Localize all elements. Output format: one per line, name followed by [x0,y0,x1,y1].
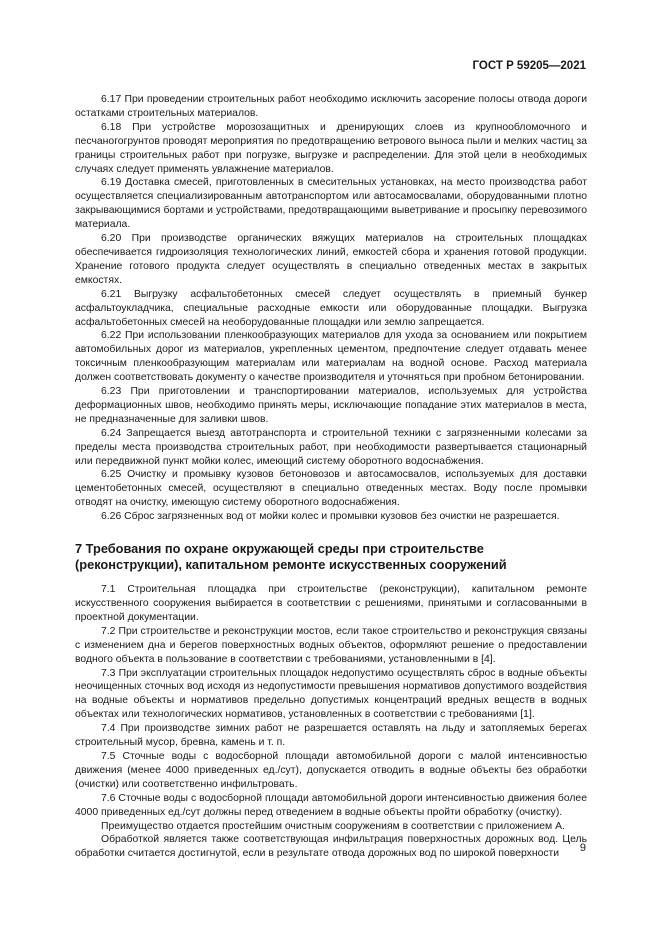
paragraph-treatment: Обработкой является также соответствующая инфильтрация поверхностных дорожных вод. Цель обработки считается достигнутой, если в результате отвода дорожных вод по широкой поверхности [75,834,587,860]
paragraph-6-17: 6.17 При проведении строительных работ необходимо исключить засорение полосы отвода дороги остатками строительных материалов. [75,94,587,119]
paragraph-6-26: 6.26 Сброс загрязненных вод от мойки колес и промывки кузовов без очистки не разрешается. [101,511,560,523]
document-code: ГОСТ Р 59205—2021 [472,60,586,72]
paragraph-7-1: 7.1 Строительная площадка при строительстве (реконструкции), капитальном ремонте искусственного сооружения выбирается в соответствии с решениями, принятыми и согласованными в проектной документации. [75,584,587,623]
page-number: 9 [579,842,586,854]
paragraph-6-24: 6.24 Запрещается выезд автотранспорта и строительной техники с загрязненными колесами за пределы места производства строительных работ, при необходимости развертывается стационарный или передвижной пункт мойки колес, имеющий систему оборотного водоснабжения. [75,427,587,467]
section-heading-line1: 7 Требования по охране окружающей среды при строительстве [75,541,484,557]
paragraph-preference: Преимущество отдается простейшим очистным сооружениям в соответствии с приложением А. [101,820,565,832]
paragraph-6-25: 6.25 Очистку и промывку кузовов бетоновозов и автосамосвалов, используемых для доставки цементобетонных смесей, осуществляют в специально отведенных местах. Воду после промывки отводят на очистку, имеющую систему оборотного водоснабжения. [75,469,587,509]
paragraph-7-5: 7.5 Сточные воды с водосборной площади автомобильной дороги с малой интенсивностью движения (менее 4000 приведенных ед./сут), допускается отводить в водные объекты без обработки (очистки) или соответственно инфильтровать. [75,750,587,790]
paragraph-7-6: 7.6 Сточные воды с водосборной площади автомобильной дороги интенсивностью движения более 4000 приведенных ед./сут должны перед отведением в водные объекты пройти обработку (очистку). [75,792,587,818]
page-content [75,93,587,861]
paragraph-7-2: 7.2 При строительстве и реконструкции мостов, если такое строительство и реконструкция связаны с изменением дна и берегов поверхностных водных объектов, оформляют решение о предоставлении водного объекта в пользование в соответствии с требованиями, установленными в [4]. [75,625,587,665]
paragraph-6-23: 6.23 При приготовлении и транспортировании материалов, используемых для устройства деформационных швов, необходимо принять меры, исключающие попадание этих материалов в места, не предназначенные для заливки швов. [75,386,587,425]
paragraph-6-22: 6.22 При использовании пленкообразующих материалов для ухода за основанием или покрытием автомобильных дорог из материалов, укрепленных цементом, предпочтение следует отдавать менее токсичным пленкообразующим материалам или материалам на водной основе. Расход материала должен соответствовать документу о качестве производителя и уточняться при пробном бетонировании. [75,330,587,384]
paragraph-7-3: 7.3 При эксплуатации строительных площадок недопустимо осуществлять сброс в водные объекты неочищенных сточных вод исходя из недопустимости превышения нормативов допустимого воздействия на водные объекты и нормативов предельно допустимых концентраций вредных веществ в водных объектах или технологических нормативов, установленных в соответствии с требованиями [1]. [75,667,587,721]
paragraph-6-18: 6.18 При устройстве морозозащитных и дренирующих слоев из крупнообломочного и песчаногогрунтов проводят мероприятия по предотвращению ветрового выноса пыли и мелких частиц за границы строительных работ при погрузке, выгрузке и распределении. Для этой цели в необходимых случаях следует применять увлажнение материалов. [75,121,587,175]
section-heading [75,541,587,573]
section-heading-line2: (реконструкции), капитальном ремонте искусственных сооружений [75,557,507,573]
paragraph-6-20: 6.20 При производстве органических вяжущих материалов на строительных площадках обеспечивается гидроизоляция технологических линий, емкостей сбора и хранения готовой продукции. Хранение готового продукта следует осуществлять в специально отведенных местах в закрытых емкостях. [75,233,587,286]
paragraph-6-19: 6.19 Доставка смесей, приготовленных в смесительных установках, на место производства работ осуществляется специализированным автотранспортом или автосамосвалами, оборудованными плотно закрывающимися бортами и устройствами, предотвращающими выветривание и просыпку перевозимого материала. [75,177,587,231]
paragraph-7-4: 7.4 При производстве зимних работ не разрешается оставлять на льду и затопляемых берегах строительный мусор, бревна, камень и т. п. [75,723,587,749]
paragraph-6-21: 6.21 Выгрузку асфальтобетонных смесей следует осуществлять в приемный бункер асфальтоукладчика, специальные расходные емкости или оборудованные площадки. Выгрузка асфальтобетонных смесей на необорудованные площадки или землю запрещается. [75,288,587,328]
